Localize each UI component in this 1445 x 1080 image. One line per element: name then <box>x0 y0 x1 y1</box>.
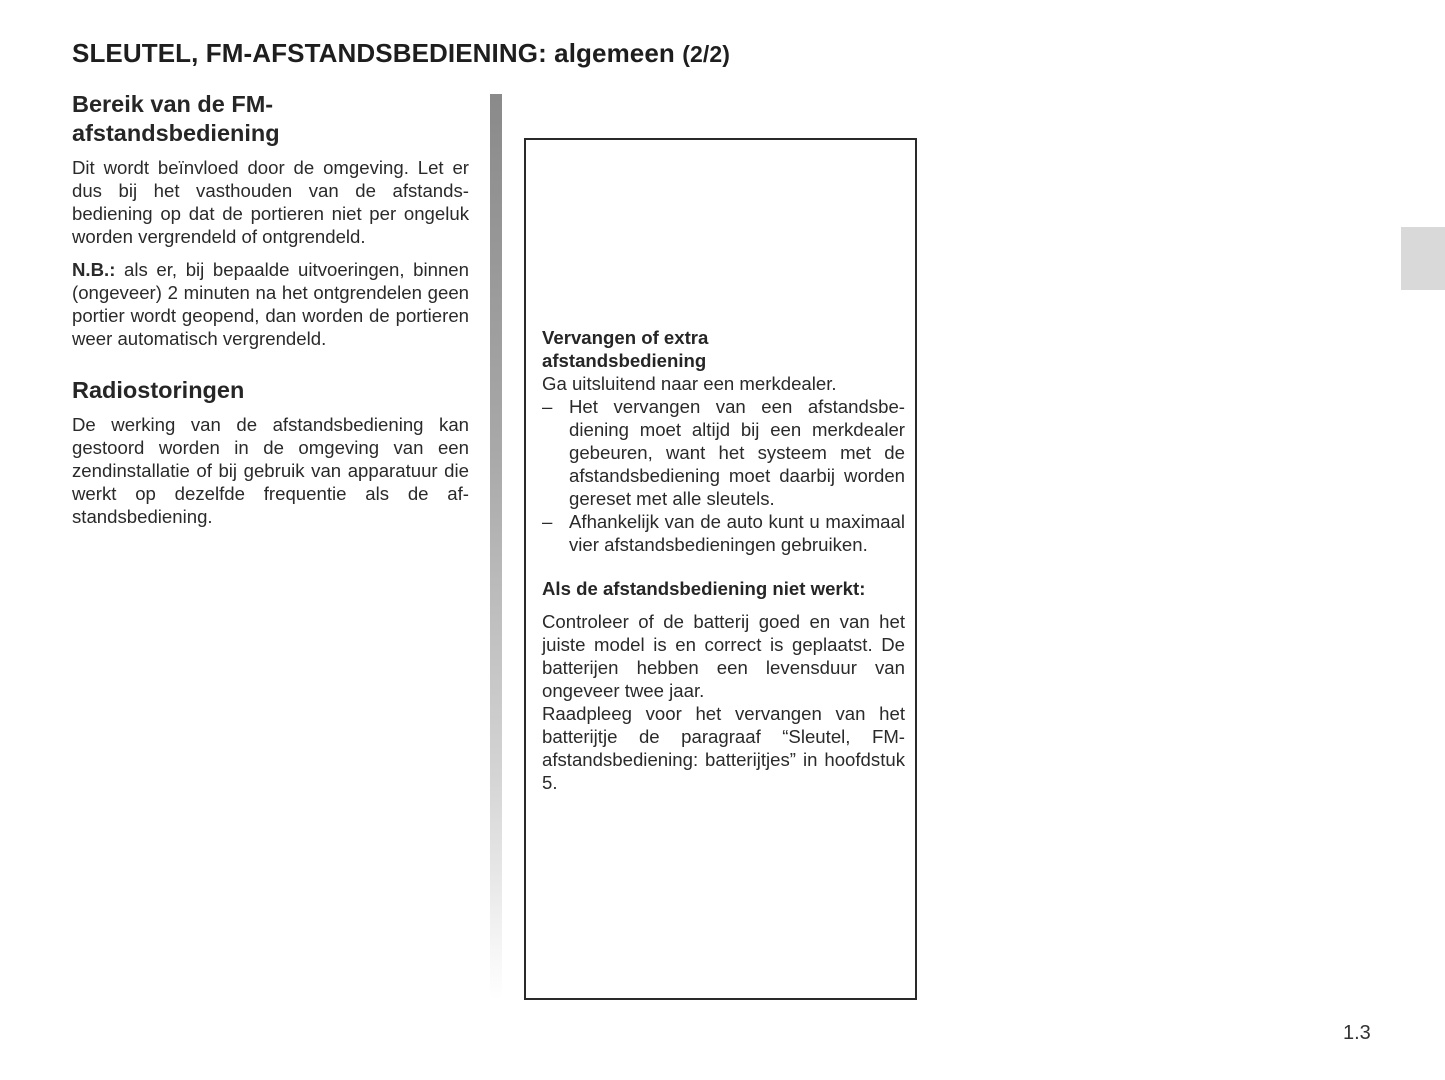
page-title-part: (2/2) <box>682 41 731 67</box>
box-heading-replace <box>542 326 905 372</box>
section-radio <box>72 376 469 528</box>
section-heading-radio: Radiostoringen <box>72 377 245 403</box>
section-heading-range <box>72 90 469 148</box>
dash-bullet: – <box>542 396 553 417</box>
page-title <box>72 38 730 69</box>
heading-line: Bereik van de FM- <box>72 91 274 117</box>
box-intro: Ga uitsluitend naar een merkdealer. <box>542 373 837 394</box>
section-range <box>72 90 469 350</box>
info-box-content <box>542 326 905 794</box>
list-item-text: Afhankelijk van de auto kunt u maximaal vier afstandsbedieningen gebruiken. <box>569 511 905 555</box>
range-note <box>72 258 469 350</box>
chapter-side-tab <box>1401 227 1445 290</box>
note-label: N.B.: <box>72 259 116 280</box>
range-paragraph: Dit wordt beïnvloed door de omgeving. Let er dus bij het vasthouden van de afstandsbediening op dat de portieren niet per ongeluk worden vergrendeld of ontgrendeld. <box>72 157 469 247</box>
page-title-main: SLEUTEL, FM-AFSTANDSBEDIENING: algemeen <box>72 38 675 68</box>
box-paragraph-battery: Controleer of de batterij goed en van het juiste model is en correct is geplaatst. De batterijen hebben een levensduur van ongeveer twee jaar. <box>542 611 905 701</box>
dash-bullet: – <box>542 511 553 532</box>
page-number: 1.3 <box>1343 1022 1371 1044</box>
heading-line: Vervangen of extra <box>542 327 709 348</box>
box-heading-not-working: Als de afstandsbediening niet werkt: <box>542 578 866 599</box>
info-box <box>524 138 917 1000</box>
box-list <box>542 395 905 556</box>
list-item-text: Het vervangen van een afstandsbediening moet altijd bij een merkdealer gebeuren, want het systeem met de afstandsbediening moet daarbij worden gereset met alle sleutels. <box>569 396 905 509</box>
list-item <box>542 395 905 510</box>
heading-line: afstandsbediening <box>542 350 707 371</box>
box-paragraph-reference: Raadpleeg voor het vervangen van het batterijtje de paragraaf “Sleutel, FM-afstandsbediening: batterijtjes” in hoofdstuk 5. <box>542 703 905 793</box>
heading-line: afstandsbediening <box>72 120 280 146</box>
note-text: als er, bij bepaalde uitvoeringen, binnen (ongeveer) 2 minuten na het ontgrendelen geen portier wordt geopend, dan worden de portieren weer automatisch vergrendeld. <box>72 259 469 349</box>
left-column <box>72 90 469 528</box>
list-item <box>542 510 905 556</box>
radio-paragraph: De werking van de afstandsbediening kan gestoord worden in de omgeving van een zendinstallatie of bij gebruik van apparatuur die werkt op dezelfde frequentie als de afstandsbediening. <box>72 414 469 527</box>
gray-divider-bar <box>490 94 502 1000</box>
